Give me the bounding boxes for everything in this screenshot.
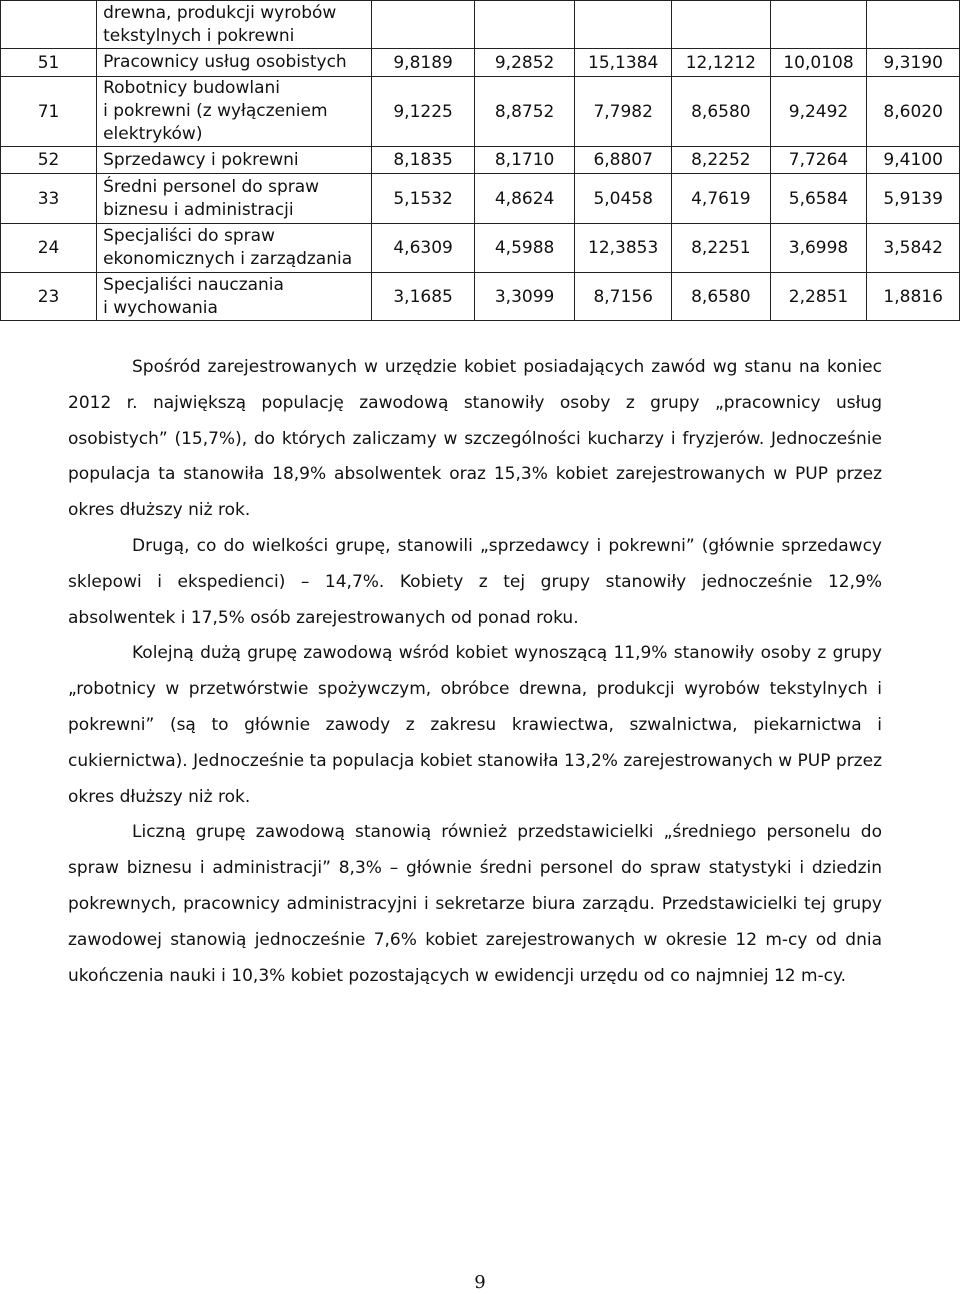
body-text bbox=[68, 350, 882, 994]
value-cell: 8,6020 bbox=[867, 77, 960, 147]
value-cell: 8,6580 bbox=[672, 273, 771, 321]
occupation-cell: drewna, produkcji wyrobów tekstylnych i pokrewni bbox=[97, 1, 372, 49]
value-cell: 5,6584 bbox=[770, 174, 867, 224]
page-number: 9 bbox=[474, 1272, 486, 1293]
occupation-cell: Robotnicy budowlani i pokrewni (z wyłączeniem elektryków) bbox=[97, 77, 372, 147]
value-cell: 3,3099 bbox=[474, 273, 575, 321]
value-cell: 8,1835 bbox=[372, 147, 474, 174]
paragraph: Liczną grupę zawodową stanowią również przedstawicielki „średniego personelu do spraw biznesu i administracji” 8,3% – głównie średni personel do spraw statystyki i dziedzin pokrewnych, pracownicy administracyjni i sekretarze biura zarządu. Przedstawicielki tej grupy zawodowej stanowią jednocześnie 7,6% kobiet zarejestrowanych w okresie 12 m-cy od dnia ukończenia nauki i 10,3% kobiet pozostających w ewidencji urzędu od co najmniej 12 m-cy. bbox=[68, 822, 882, 986]
value-cell: 3,1685 bbox=[372, 273, 474, 321]
occupation-cell: Średni personel do spraw biznesu i administracji bbox=[97, 174, 372, 224]
value-cell: 5,1532 bbox=[372, 174, 474, 224]
table-row bbox=[1, 273, 960, 321]
value-cell: 4,5988 bbox=[474, 224, 575, 273]
value-cell: 15,1384 bbox=[575, 49, 672, 77]
value-cell: 9,4100 bbox=[867, 147, 960, 174]
code-cell: 52 bbox=[1, 147, 97, 174]
value-cell: 9,3190 bbox=[867, 49, 960, 77]
value-cell: 8,6580 bbox=[672, 77, 771, 147]
value-cell: 9,8189 bbox=[372, 49, 474, 77]
table-row bbox=[1, 147, 960, 174]
value-cell: 9,1225 bbox=[372, 77, 474, 147]
table-row bbox=[1, 224, 960, 273]
occupation-cell: Specjaliści do spraw ekonomicznych i zarządzania bbox=[97, 224, 372, 273]
table-row bbox=[1, 174, 960, 224]
code-cell: 71 bbox=[1, 77, 97, 147]
paragraph: Kolejną dużą grupę zawodową wśród kobiet wynoszącą 11,9% stanowiły osoby z grupy „robotnicy w przetwórstwie spożywczym, obróbce drewna, produkcji wyrobów tekstylnych i pokrewni” (są to głównie zawody z zakresu krawiectwa, szwalnictwa, piekarnictwa i cukiernictwa). Jednocześnie ta populacja kobiet stanowiła 13,2% zarejestrowanych w PUP przez okres dłuższy niż rok. bbox=[68, 643, 882, 807]
value-cell: 4,7619 bbox=[672, 174, 771, 224]
value-cell: 2,2851 bbox=[770, 273, 867, 321]
value-cell: 7,7982 bbox=[575, 77, 672, 147]
value-cell: 8,2252 bbox=[672, 147, 771, 174]
paragraph: Spośród zarejestrowanych w urzędzie kobiet posiadających zawód wg stanu na koniec 2012 r. największą populację zawodową stanowiły osoby z grupy „pracownicy usług osobistych” (15,7%), do których zaliczamy w szczególności kucharzy i fryzjerów. Jednocześnie populacja ta stanowiła 18,9% absolwentek oraz 15,3% kobiet zarejestrowanych w PUP przez okres dłuższy niż rok. bbox=[68, 357, 882, 521]
value-cell: 10,0108 bbox=[770, 49, 867, 77]
paragraph: Drugą, co do wielkości grupę, stanowili „sprzedawcy i pokrewni” (głównie sprzedawcy sklepowi i ekspedienci) – 14,7%. Kobiety z tej grupy stanowiły jednocześnie 12,9% absolwentek i 17,5% osób zarejestrowanych od ponad roku. bbox=[68, 535, 882, 628]
code-cell: 33 bbox=[1, 174, 97, 224]
value-cell: 9,2492 bbox=[770, 77, 867, 147]
occupation-cell: Sprzedawcy i pokrewni bbox=[97, 147, 372, 174]
value-cell: 5,0458 bbox=[575, 174, 672, 224]
value-cell: 5,9139 bbox=[867, 174, 960, 224]
value-cell: 8,2251 bbox=[672, 224, 771, 273]
value-cell: 8,1710 bbox=[474, 147, 575, 174]
table-row bbox=[1, 77, 960, 147]
occupation-cell: Pracownicy usług osobistych bbox=[97, 49, 372, 77]
value-cell: 8,7156 bbox=[575, 273, 672, 321]
code-cell: 24 bbox=[1, 224, 97, 273]
code-cell: 23 bbox=[1, 273, 97, 321]
table-row bbox=[1, 49, 960, 77]
table-row-continued bbox=[1, 1, 960, 49]
code-cell bbox=[1, 1, 97, 49]
occupation-table bbox=[0, 0, 960, 321]
value-cell: 9,2852 bbox=[474, 49, 575, 77]
occupation-cell: Specjaliści nauczania i wychowania bbox=[97, 273, 372, 321]
value-cell: 7,7264 bbox=[770, 147, 867, 174]
value-cell: 12,1212 bbox=[672, 49, 771, 77]
value-cell: 6,8807 bbox=[575, 147, 672, 174]
value-cell: 1,8816 bbox=[867, 273, 960, 321]
value-cell: 3,5842 bbox=[867, 224, 960, 273]
value-cell: 12,3853 bbox=[575, 224, 672, 273]
code-cell: 51 bbox=[1, 49, 97, 77]
value-cell: 3,6998 bbox=[770, 224, 867, 273]
value-cell: 4,8624 bbox=[474, 174, 575, 224]
value-cell: 4,6309 bbox=[372, 224, 474, 273]
value-cell: 8,8752 bbox=[474, 77, 575, 147]
